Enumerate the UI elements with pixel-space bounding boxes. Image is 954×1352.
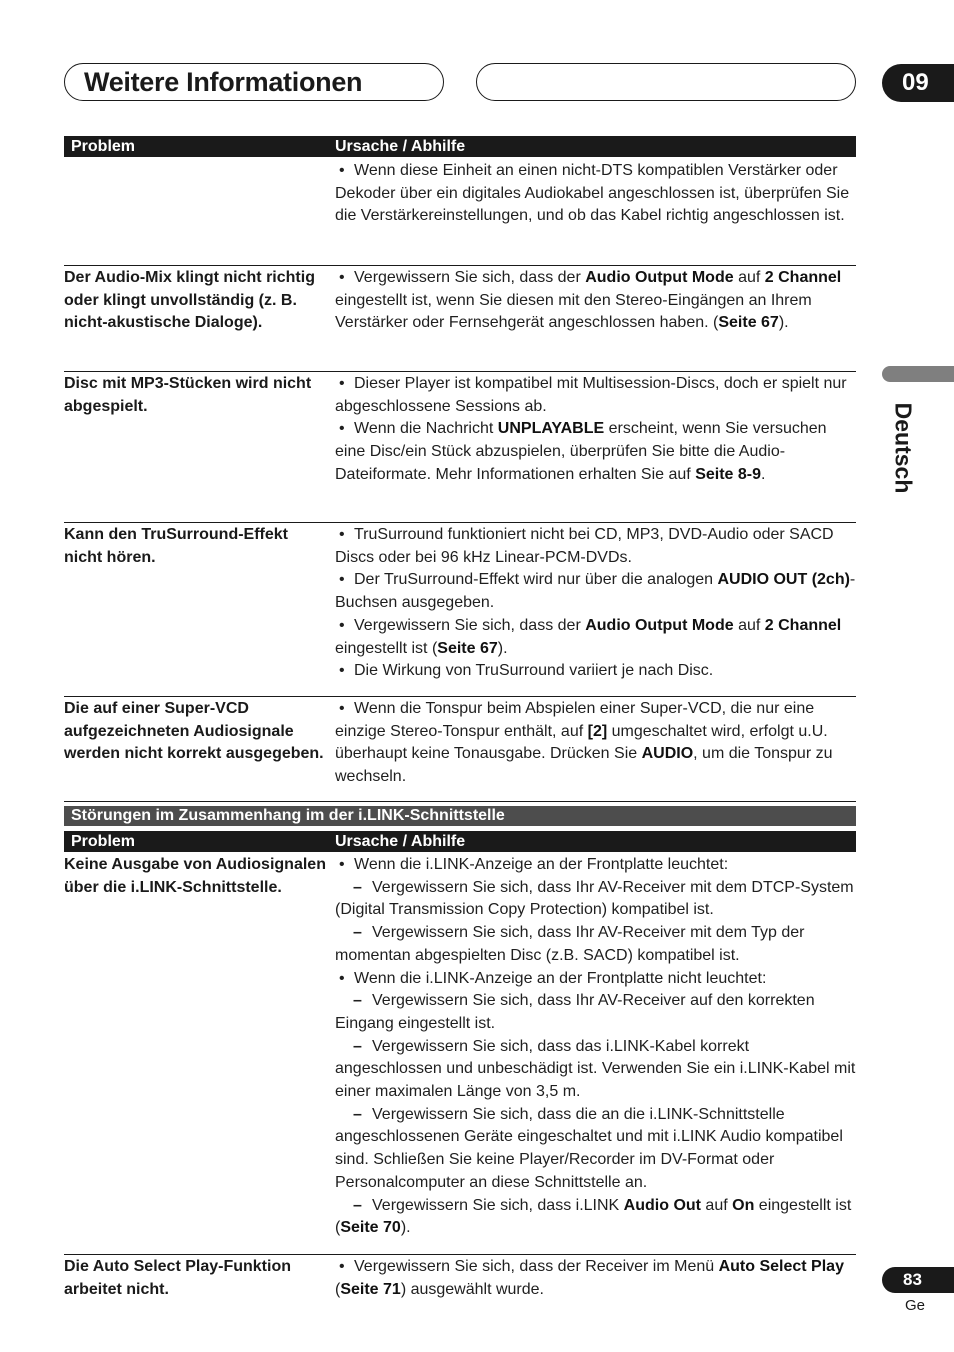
section-title: Störungen im Zusammenhang im der i.LINK-Schnittstelle <box>71 807 505 824</box>
bullet-marker: • <box>339 969 345 987</box>
bullet-marker: • <box>339 571 345 589</box>
page-language-code: Ge <box>905 1297 926 1314</box>
problem-cell: Die auf einer Super-VCD aufgezeichneten Audiosignale werden nicht korrekt ausgegeben. <box>64 700 324 763</box>
dash-marker: – <box>353 992 362 1010</box>
cause-paragraph: • TruSurround funktioniert nicht bei CD, MP3, DVD-Audio oder SACD Discs oder bei 96 kHz Linear-PCM-DVDs. <box>335 526 834 566</box>
problem-cell: Der Audio-Mix klingt nicht richtig oder klingt unvollständig (z. B. nicht-akustische Dialoge). <box>64 269 315 332</box>
page-title: Weitere Informationen <box>84 67 363 97</box>
cause-paragraph: • Vergewissern Sie sich, dass der Receiver im Menü Auto Select Play (Seite 71) ausgewählt wurde. <box>335 1258 844 1298</box>
cause-paragraph: – Vergewissern Sie sich, dass i.LINK Audio Out auf On eingestellt ist (Seite 70). <box>335 1196 852 1237</box>
bullet-marker: • <box>339 856 345 873</box>
cause-paragraph: • Vergewissern Sie sich, dass der Audio Output Mode auf 2 Channel eingestellt ist (Seite 67). <box>335 616 842 657</box>
cause-paragraph: • Wenn die Tonspur beim Abspielen einer Super-VCD, die nur eine einzige Stereo-Tonspur enthält, auf [2] umgeschaltet wird, erfolgt u.U. überhaupt keine Tonausgabe. Drücken Sie AUDIO, um die Tonspur zu wechseln. <box>335 700 833 786</box>
emphasis-text: Audio Output Mode <box>585 269 734 286</box>
cause-paragraph: – Vergewissern Sie sich, dass die an die i.LINK-Schnittstelle angeschlossenen Geräte eingeschaltet und mit i.LINK Audio kompatibel sind. Schließen Sie keine Player/Recorder im DV-Format oder Personalcomputer an diese Schnittstelle an. <box>335 1105 843 1191</box>
emphasis-text: 2 Channel <box>764 269 842 286</box>
cause-paragraph: • Wenn die Nachricht UNPLAYABLE erscheint, wenn Sie versuchen eine Disc/ein Stück abzuspielen, überprüfen Sie bitte die Audio-Dateiformate. Mehr Informationen erhalten Sie auf Seite 8-9. <box>335 420 827 483</box>
emphasis-text: Seite 70 <box>340 1219 401 1237</box>
emphasis-text: Audio Out <box>623 1196 701 1214</box>
cause-paragraph: • Dieser Player ist kompatibel mit Multisession-Discs, doch er spielt nur abgeschlossene Sessions ab. <box>335 375 847 415</box>
bullet-marker: • <box>339 375 345 392</box>
emphasis-text: Auto Select Play <box>718 1258 844 1275</box>
dash-marker: – <box>353 1105 362 1123</box>
cause-paragraph: • Die Wirkung von TruSurround variiert je nach Disc. <box>335 660 856 683</box>
emphasis-text: Seite 71 <box>340 1280 401 1298</box>
column-problem-header: Problem <box>71 138 136 155</box>
column-cause-header: Ursache / Abhilfe <box>335 833 466 850</box>
dash-marker: – <box>353 1196 362 1214</box>
cause-cell <box>335 524 856 683</box>
table-header <box>64 831 856 852</box>
dash-marker: – <box>353 924 362 942</box>
bullet-marker: • <box>339 1258 345 1275</box>
column-problem-header: Problem <box>71 833 136 850</box>
cause-cell <box>335 160 856 228</box>
table-bottom-rule <box>64 801 856 802</box>
cause-paragraph: • Wenn die i.LINK-Anzeige an der Frontplatte leuchtet: <box>335 854 856 877</box>
side-language-text: Deutsch <box>890 402 917 494</box>
cause-cell <box>335 854 856 1240</box>
emphasis-text: AUDIO OUT (2ch) <box>717 571 850 589</box>
cause-paragraph: • Wenn die i.LINK-Anzeige an der Frontplatte nicht leuchtet: <box>335 968 856 991</box>
emphasis-text: Seite 67 <box>437 639 498 657</box>
table-row <box>64 371 856 483</box>
header-empty-frame <box>476 63 856 101</box>
emphasis-text: On <box>732 1196 755 1214</box>
cause-cell <box>335 267 856 335</box>
cause-cell <box>335 1256 856 1301</box>
table-header <box>64 136 856 157</box>
problem-cell: Keine Ausgabe von Audiosignalen über die i.LINK-Schnittstelle. <box>64 856 326 896</box>
bullet-marker: • <box>339 269 345 286</box>
table-row <box>64 265 856 332</box>
problem-cell: Disc mit MP3-Stücken wird nicht abgespielt. <box>64 375 312 415</box>
bullet-marker: • <box>339 420 345 438</box>
problem-cell: Die Auto Select Play-Funktion arbeitet nicht. <box>64 1258 291 1298</box>
table-row <box>64 522 856 680</box>
dash-marker: – <box>353 1037 362 1055</box>
emphasis-text: Seite 8-9 <box>695 465 761 483</box>
problem-cell: Kann den TruSurround-Effekt nicht hören. <box>64 526 288 566</box>
bullet-marker: • <box>339 526 345 543</box>
column-cause-header: Ursache / Abhilfe <box>335 138 466 155</box>
section-heading <box>64 806 856 826</box>
cause-cell <box>335 373 856 487</box>
emphasis-text: [2] <box>587 722 608 740</box>
chapter-number: 09 <box>882 64 954 102</box>
bullet-marker: • <box>339 616 345 634</box>
emphasis-text: AUDIO <box>641 745 694 763</box>
cause-paragraph: • Vergewissern Sie sich, dass der Audio Output Mode auf 2 Channel eingestellt ist, wenn Sie diesen mit den Stereo-Eingängen an Ihrem Verstärker oder Fernsehgerät angeschlossen haben. (Seite 67). <box>335 269 842 332</box>
side-tab-bar <box>882 366 954 382</box>
emphasis-text: Audio Output Mode <box>585 616 734 634</box>
emphasis-text: UNPLAYABLE <box>497 420 605 438</box>
emphasis-text: Seite 67 <box>718 314 779 332</box>
cause-paragraph: – Vergewissern Sie sich, dass Ihr AV-Receiver mit dem DTCP-System (Digital Transmission Copy Protection) kompatibel ist. <box>335 878 854 919</box>
side-language-label <box>883 400 923 496</box>
page-number: 83 <box>882 1267 954 1293</box>
table-row <box>64 696 856 786</box>
cause-paragraph: – Vergewissern Sie sich, dass das i.LINK-Kabel korrekt angeschlossen und unbeschädigt ist. Verwenden Sie ein i.LINK-Kabel mit einer maximalen Länge von 3,5 m. <box>335 1037 856 1101</box>
table-row <box>64 1254 856 1298</box>
dash-marker: – <box>353 878 362 896</box>
bullet-marker: • <box>339 700 345 717</box>
cause-paragraph: • Wenn diese Einheit an einen nicht-DTS kompatiblen Verstärker oder Dekoder über ein digitales Audiokabel angeschlossen ist, überprüfen Sie die Verstärkereinstellungen, und ob das Kabel richtig angeschlossen ist. <box>335 162 850 225</box>
cause-paragraph: – Vergewissern Sie sich, dass Ihr AV-Receiver auf den korrekten Eingang eingestellt ist. <box>335 992 815 1032</box>
emphasis-text: 2 Channel <box>764 616 842 634</box>
bullet-marker: • <box>339 162 345 179</box>
cause-cell <box>335 698 856 789</box>
bullet-marker: • <box>339 662 345 680</box>
cause-paragraph: • Der TruSurround-Effekt wird nur über die analogen AUDIO OUT (2ch)-Buchsen ausgegeben. <box>335 571 856 612</box>
cause-paragraph: – Vergewissern Sie sich, dass Ihr AV-Receiver mit dem Typ der momentan abgespielten Disc (z.B. SACD) kompatibel ist. <box>335 924 805 964</box>
